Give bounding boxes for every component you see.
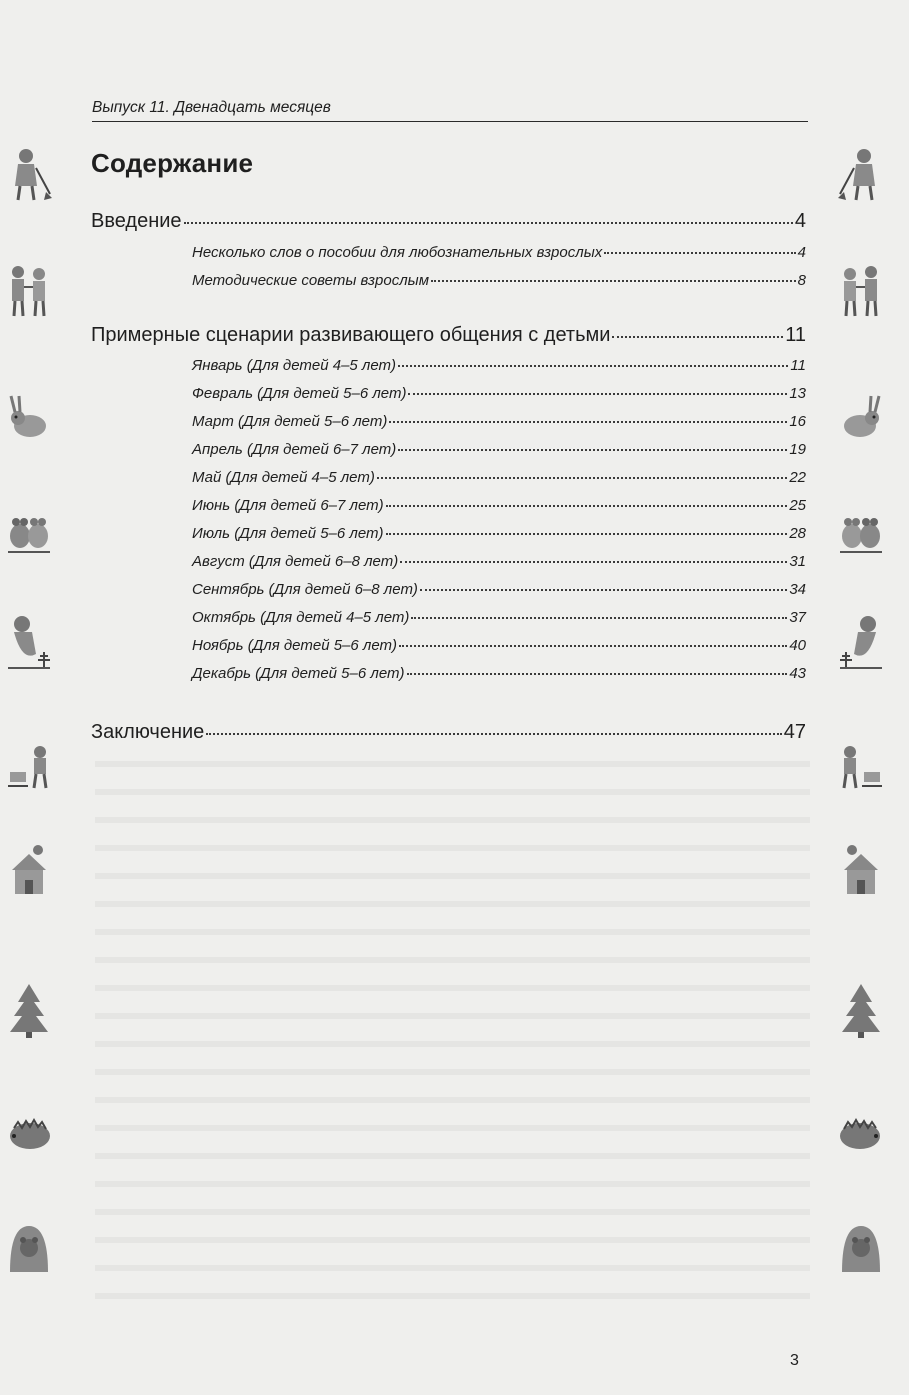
toc-item-page: 13 (789, 385, 806, 402)
toc-section-introduction[interactable] (91, 210, 806, 233)
toc-item-page: 4 (797, 244, 806, 261)
toc-item-title: Февраль (Для детей 5–6 лет) (192, 385, 407, 402)
toc-item-title: Апрель (Для детей 6–7 лет) (192, 441, 397, 458)
toc-dot-leader (604, 252, 795, 254)
hedgehog-icon (838, 1104, 884, 1162)
toc-item-title: Сентябрь (Для детей 6–8 лет) (192, 581, 418, 598)
toc-item-title: Январь (Для детей 4–5 лет) (192, 357, 397, 374)
snow-house-icon (838, 842, 884, 900)
sweeping-child-icon (838, 146, 884, 204)
toc-item-page: 22 (789, 469, 806, 486)
toc-item-page: 40 (789, 637, 806, 654)
toc-dot-leader (400, 561, 787, 563)
toc-dot-leader (377, 477, 787, 479)
toc-item-april[interactable] (192, 441, 806, 458)
toc-item-page: 37 (789, 609, 806, 626)
toc-dot-leader (612, 336, 783, 338)
bear-in-den-icon (6, 1218, 52, 1276)
toc-item[interactable] (192, 272, 806, 289)
toc-dot-leader (408, 393, 787, 395)
toc-dot-leader (386, 505, 788, 507)
toc-item-page: 11 (790, 357, 806, 374)
frogs-icon (6, 500, 52, 558)
toc-item-october[interactable] (192, 609, 806, 626)
bear-in-den-icon (838, 1218, 884, 1276)
toc-item-title: Июль (Для детей 5–6 лет) (192, 525, 384, 542)
contents-title: Содержание (91, 148, 254, 178)
toc-item-page: 43 (789, 665, 806, 682)
running-header: Выпуск 11. Двенадцать месяцев (92, 99, 808, 122)
two-children-icon (6, 262, 52, 320)
toc-entry-title: Заключение (91, 721, 205, 743)
toc-section-scenarios[interactable] (91, 324, 806, 347)
toc-item-title: Несколько слов о пособии для любознательных взрослых (192, 244, 603, 261)
toc-item-july[interactable] (192, 525, 806, 542)
hedgehog-icon (6, 1104, 52, 1162)
snow-house-icon (6, 842, 52, 900)
toc-item-title: Ноябрь (Для детей 5–6 лет) (192, 637, 398, 654)
toc-dot-leader (206, 733, 781, 735)
toc-item-june[interactable] (192, 497, 806, 514)
toc-item-title: Июнь (Для детей 6–7 лет) (192, 497, 384, 514)
toc-item-november[interactable] (192, 637, 806, 654)
hare-icon (6, 392, 52, 450)
toc-dot-leader (411, 617, 787, 619)
toc-item[interactable] (192, 244, 806, 261)
toc-item-page: 16 (789, 413, 806, 430)
toc-dot-leader (431, 280, 796, 282)
toc-item-title: Декабрь (Для детей 5–6 лет) (192, 665, 405, 682)
child-sledding-icon (6, 738, 52, 796)
toc-dot-leader (386, 533, 788, 535)
sweeping-child-icon (6, 146, 52, 204)
toc-item-february[interactable] (192, 385, 806, 402)
toc-dot-leader (420, 589, 787, 591)
toc-dot-leader (389, 421, 787, 423)
toc-item-title: Август (Для детей 6–8 лет) (192, 553, 399, 570)
toc-item-title: Октябрь (Для детей 4–5 лет) (192, 609, 410, 626)
toc-item-page: 25 (789, 497, 806, 514)
two-children-icon (838, 262, 884, 320)
child-planting-icon (6, 612, 52, 670)
toc-item-august[interactable] (192, 553, 806, 570)
toc-dot-leader (399, 645, 787, 647)
hare-icon (838, 392, 884, 450)
toc-entry-page: 47 (783, 721, 806, 743)
toc-item-page: 28 (789, 525, 806, 542)
toc-item-september[interactable] (192, 581, 806, 598)
toc-entry-page: 11 (785, 324, 806, 346)
christmas-tree-icon (6, 982, 52, 1040)
toc-item-page: 31 (789, 553, 806, 570)
toc-entry-page: 4 (794, 210, 806, 232)
toc-item-may[interactable] (192, 469, 806, 486)
christmas-tree-icon (838, 982, 884, 1040)
toc-item-page: 8 (797, 272, 806, 289)
toc-item-page: 19 (789, 441, 806, 458)
frogs-icon (838, 500, 884, 558)
toc-dot-leader (398, 365, 788, 367)
toc-item-page: 34 (789, 581, 806, 598)
toc-dot-leader (407, 673, 788, 675)
toc-item-title: Май (Для детей 4–5 лет) (192, 469, 375, 486)
toc-item-january[interactable] (192, 357, 806, 374)
toc-item-march[interactable] (192, 413, 806, 430)
toc-item-title: Методические советы взрослым (192, 272, 429, 289)
reverse-side-show-through (95, 745, 810, 1305)
toc-entry-title: Примерные сценарии развивающего общения с детьми (91, 324, 611, 346)
toc-item-december[interactable] (192, 665, 806, 682)
child-planting-icon (838, 612, 884, 670)
page-number: 3 (790, 1352, 799, 1369)
toc-section-conclusion[interactable] (91, 721, 806, 744)
toc-dot-leader (184, 222, 793, 224)
toc-dot-leader (398, 449, 787, 451)
toc-item-title: Март (Для детей 5–6 лет) (192, 413, 388, 430)
child-sledding-icon (838, 738, 884, 796)
toc-entry-title: Введение (91, 210, 182, 232)
